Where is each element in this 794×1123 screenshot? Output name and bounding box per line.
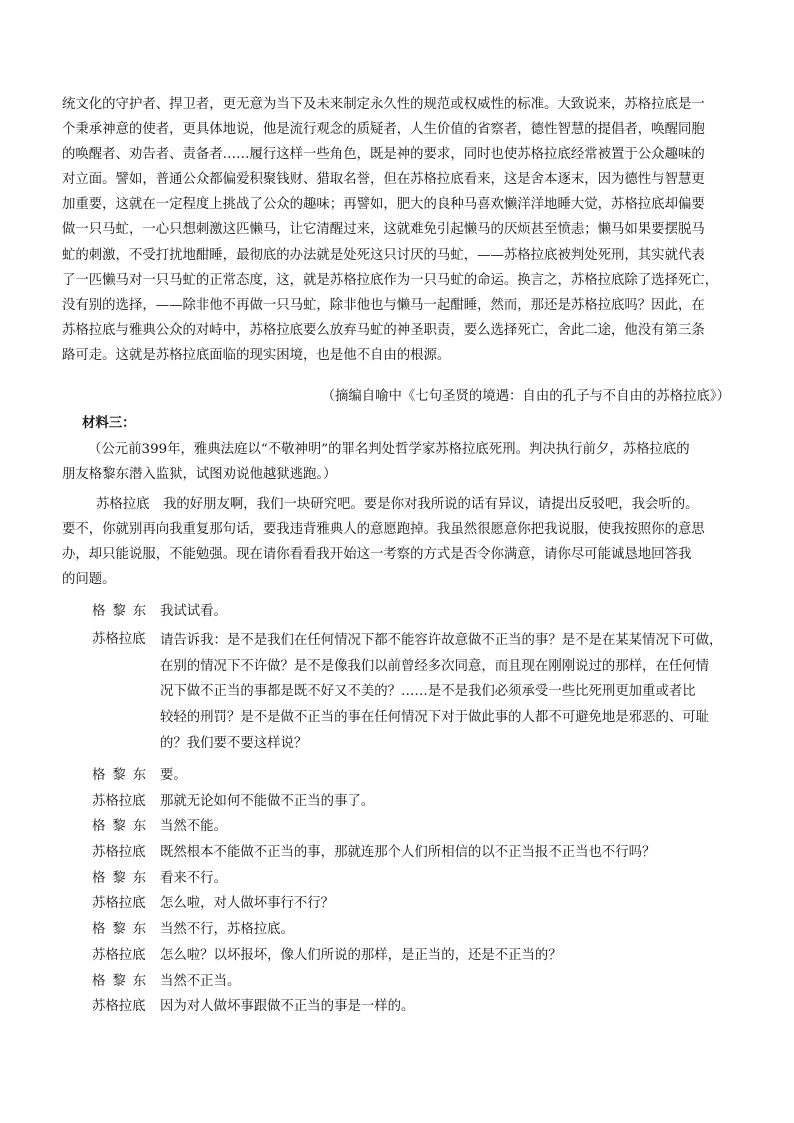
dialogue-row	[92, 764, 732, 790]
paragraph-line: 加重要，这就在一定程度上挑战了公众的趣味；再譬如，肥大的良种马喜欢懒洋洋地睡大觉，苏格拉底却偏要	[62, 197, 705, 213]
dialogue-text: 既然根本不能做不正当的事，那就连那个人们所相信的以不正当报不正当也不行吗？	[160, 845, 656, 861]
dialogue-text: 当然不正当。	[160, 973, 241, 989]
dialogue-block	[92, 600, 732, 627]
material-three-heading: 材料三：	[82, 415, 136, 431]
speaker-name: 苏格拉底	[92, 632, 146, 647]
dialogue-row	[92, 995, 732, 1021]
paragraph-line: 对立面。譬如，普通公众都偏爱积聚钱财、猎取名誉，但在苏格拉底看来，这是舍本逐末，因为德性与智慧更	[62, 172, 705, 188]
dialogue-text	[160, 628, 732, 757]
dialogue-row	[92, 892, 732, 918]
source-citation: （摘编自喻中《七句圣贤的境遇：自由的孔子与不自由的苏格拉底》）	[321, 389, 730, 404]
dialogue-line: 况下做不正当的事都是既不好又不美的？……是不是我们必须承受一些比死刑更加重或者比	[160, 684, 696, 700]
speaker-name: 格黎东	[92, 768, 154, 783]
speaker-name: 格黎东	[92, 922, 154, 938]
intro-paragraph	[62, 437, 732, 487]
speaker-name: 苏格拉底	[92, 793, 146, 809]
dialogue-row	[92, 790, 732, 816]
dialogue-line: 的？我们要不要这样说？	[160, 735, 308, 751]
dialogue-text: 那就无论如何不能做不正当的事了。	[160, 793, 375, 809]
speaker-name: 苏格拉底	[92, 947, 146, 963]
speaker-name: 苏格拉底	[92, 999, 146, 1015]
dialogue-line: 较轻的刑罚？是不是做不正当的事在任何情况下对于做此事的人都不可避免地是邪恶的、可耻	[160, 710, 710, 726]
dialogue-row	[92, 815, 732, 841]
speaker-name: 格黎东	[92, 819, 154, 835]
speaker-name: 格黎东	[92, 973, 154, 989]
dialogue-row	[92, 970, 732, 996]
paragraph-line: 个秉承神意的使者，更具体地说，他是流行观念的质疑者，人生价值的省察者，德性智慧的提倡者，唤醒同胞	[62, 122, 705, 138]
speech-line: 要不，你就别再向我重复那句话，要我违背雅典人的意愿跑掉。我虽然很愿意你把我说服，使我按照你的意思	[62, 522, 705, 538]
material-two-paragraph	[62, 92, 732, 368]
dialogue-text: 当然不能。	[160, 819, 227, 835]
speaker-name: 格黎东	[92, 870, 154, 886]
dialogue-text: 怎么啦，对人做坏事行不行？	[160, 896, 335, 912]
dialogue-row	[92, 918, 732, 944]
dialogue-row	[92, 600, 732, 627]
speech-line: 的问题。	[62, 572, 116, 588]
paragraph-line: 虻的刺激，不受打扰地酣睡，最彻底的办法就是处死这只讨厌的马虻，——苏格拉底被判处死刑，其实就代表	[62, 247, 705, 263]
intro-line: 朋友格黎东潜入监狱，试图劝说他越狱逃跑。）	[62, 467, 337, 483]
dialogue-text: 要。	[160, 768, 187, 783]
speaker-name: 苏格拉底	[92, 845, 146, 861]
paragraph-line: 路可走。这就是苏格拉底面临的现实困境，也是他不自由的根源。	[62, 347, 451, 363]
dialogue-block	[92, 764, 732, 1021]
dialogue-text: 我试试看。	[160, 604, 227, 619]
speaker-name: 苏格拉底	[92, 896, 146, 912]
opening-speech	[62, 492, 732, 592]
paragraph-line: 的唤醒者、劝告者、责备者……履行这样一些角色，既是神的要求，同时也使苏格拉底经常被置于公众趣味的	[62, 147, 705, 163]
dialogue-line: 在别的情况下不许做？是不是像我们以前曾经多次同意，而且现在刚刚说过的那样，在任何情	[160, 658, 710, 674]
paragraph-line: 了一匹懒马对一只马虻的正常态度，这，就是苏格拉底作为一只马虻的命运。换言之，苏格拉底除了选择死亡，	[62, 272, 719, 288]
paragraph-line: 没有别的选择，——除非他不再做一只马虻，除非他也与懒马一起酣睡，然而，那还是苏格拉底吗？因此，在	[62, 297, 705, 313]
dialogue-row	[92, 628, 732, 758]
dialogue-text: 看来不行。	[160, 870, 227, 886]
intro-line: （公元前399年，雅典法庭以“不敬神明”的罪名判处哲学家苏格拉底死刑。判决执行前夕，苏格拉底的	[88, 442, 690, 457]
dialogue-text: 因为对人做坏事跟做不正当的事是一样的。	[160, 999, 415, 1015]
dialogue-line: 请告诉我：是不是我们在任何情况下都不能容许故意做不正当的事？是不是在某某情况下可做，	[160, 633, 723, 648]
paragraph-line: 苏格拉底与雅典公众的对峙中，苏格拉底要么放弃马虻的神圣职责，要么选择死亡，舍此二途，他没有第三条	[62, 322, 705, 338]
dialogue-row	[92, 944, 732, 970]
dialogue-block	[92, 628, 732, 758]
dialogue-row	[92, 841, 732, 867]
dialogue-text: 怎么啦？以坏报坏，像人们所说的那样，是正当的，还是不正当的？	[160, 947, 562, 963]
dialogue-text: 当然不行，苏格拉底。	[160, 922, 294, 938]
paragraph-line: 统文化的守护者、捍卫者，更无意为当下及未来制定永久性的规范或权威性的标准。大致说来，苏格拉底是一	[62, 97, 705, 112]
dialogue-row	[92, 867, 732, 893]
speaker-name: 格黎东	[92, 604, 154, 619]
speech-line: 苏格拉底 我的好朋友啊，我们一块研究吧。要是你对我所说的话有异议，请提出反驳吧，我会听的。	[96, 497, 699, 512]
speech-line: 办，却只能说服，不能勉强。现在请你看看我开始这一考察的方式是否令你满意，请你尽可能诚恳地回答我	[62, 547, 692, 563]
paragraph-line: 做一只马虻，一心只想刺激这匹懒马，让它清醒过来，这就难免引起懒马的厌烦甚至愤恚；懒马如果要摆脱马	[62, 222, 705, 238]
